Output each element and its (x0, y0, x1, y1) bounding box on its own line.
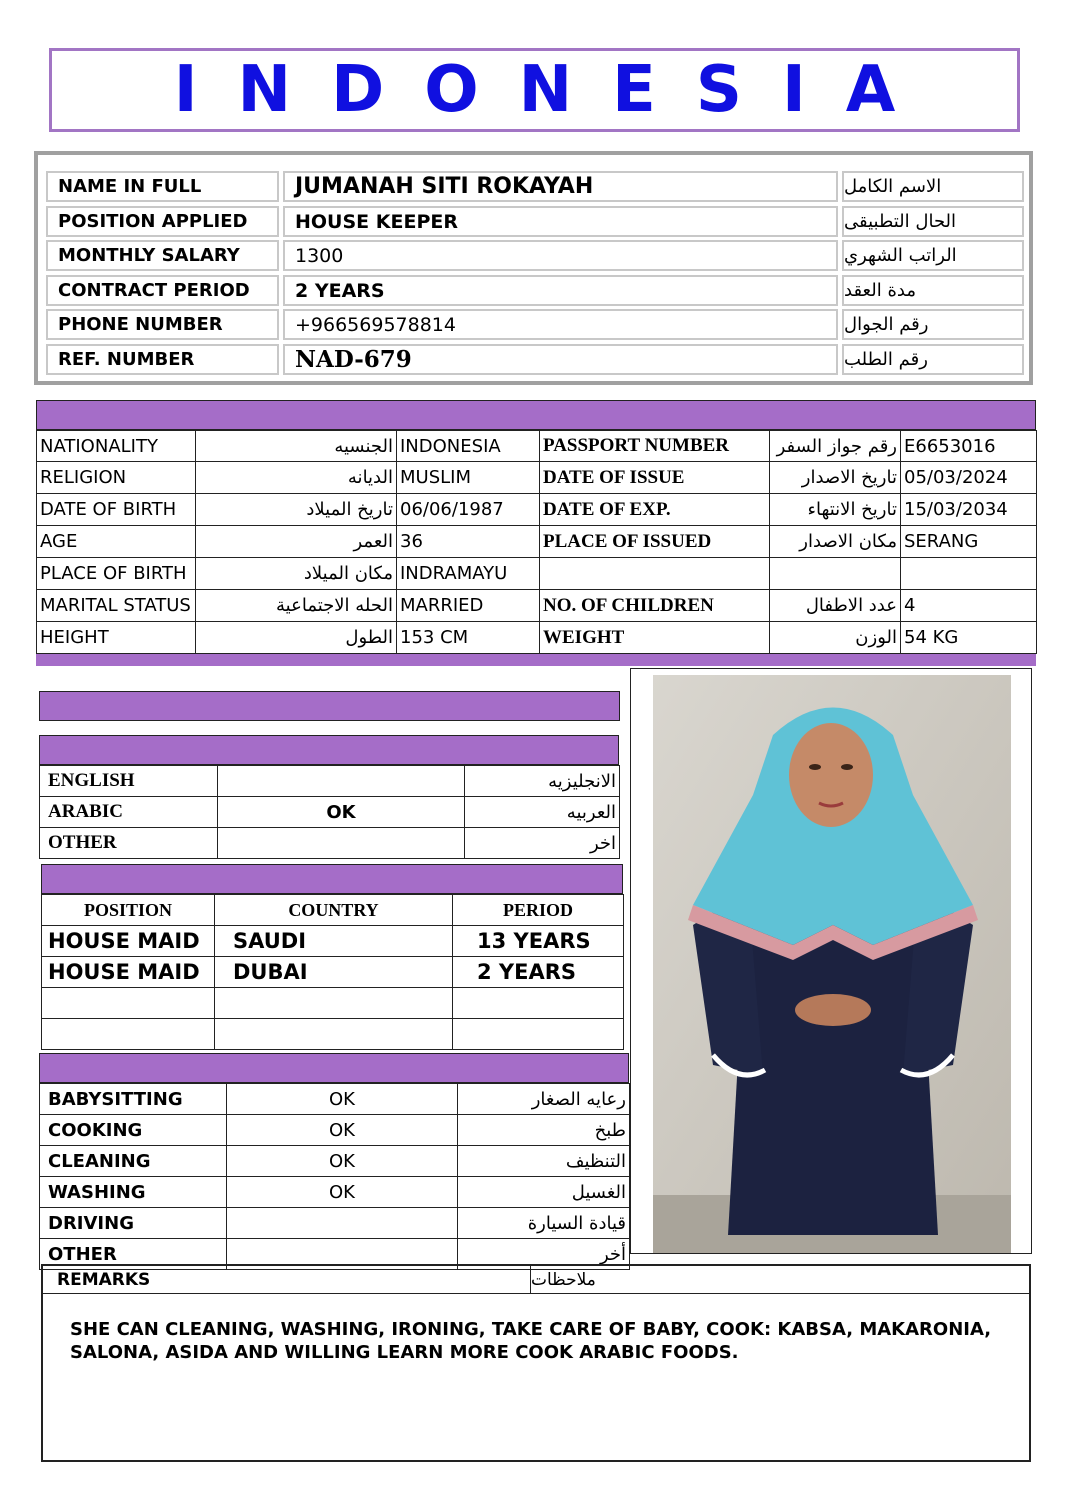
skill-row (40, 1146, 630, 1177)
exp-position (42, 988, 215, 1019)
details-right-label: NO. OF CHILDREN (540, 590, 770, 622)
details-right-label: DATE OF EXP. (540, 494, 770, 526)
details-row (37, 431, 1037, 462)
skill-value: OK (227, 1146, 458, 1177)
languages-band (39, 735, 619, 765)
skill-arabic: قيادة السيارة (458, 1208, 630, 1239)
details-arabic: الجنسيه (196, 431, 397, 462)
exp-country: SAUDI (215, 926, 453, 957)
details-label: MARITAL STATUS (37, 590, 196, 622)
details-label: HEIGHT (37, 622, 196, 654)
skill-arabic: رعايه الصغار (458, 1084, 630, 1115)
applicant-photo-icon (653, 675, 1011, 1253)
exp-position: HOUSE MAID (42, 926, 215, 957)
remarks-label: REMARKS (43, 1266, 531, 1294)
skill-label: OTHER (40, 1239, 227, 1270)
exp-period (453, 1019, 624, 1050)
exp-header-country: COUNTRY (215, 895, 453, 926)
skill-arabic: التنظيف (458, 1146, 630, 1177)
details-value: 36 (397, 526, 540, 558)
exp-country (215, 1019, 453, 1050)
info-row-position (46, 206, 1024, 237)
details-label: RELIGION (37, 462, 196, 494)
details-right-label (540, 558, 770, 590)
skill-arabic: طبخ (458, 1115, 630, 1146)
skill-value: OK (227, 1084, 458, 1115)
skill-row (40, 1177, 630, 1208)
skill-row (40, 1208, 630, 1239)
details-band (36, 400, 1036, 430)
details-right-arabic: رقم جواز السفر (770, 431, 901, 462)
info-value: 2 YEARS (283, 275, 838, 306)
remarks-box (41, 1264, 1031, 1462)
experience-row (42, 957, 624, 988)
exp-header-position: POSITION (42, 895, 215, 926)
details-right-arabic: تاريخ الانتهاء (770, 494, 901, 526)
language-value (218, 828, 465, 859)
details-right-value: 54 KG (901, 622, 1037, 654)
details-label: AGE (37, 526, 196, 558)
info-value: HOUSE KEEPER (283, 206, 838, 237)
exp-position (42, 1019, 215, 1050)
exp-country (215, 988, 453, 1019)
details-right-label: DATE OF ISSUE (540, 462, 770, 494)
info-value: 1300 (283, 240, 838, 271)
experience-band (41, 864, 623, 894)
info-value: +966569578814 (283, 309, 838, 340)
details-row (37, 590, 1037, 622)
details-right-label: PASSPORT NUMBER (540, 431, 770, 462)
skill-row (40, 1084, 630, 1115)
language-value: OK (218, 797, 465, 828)
language-arabic: اخر (465, 828, 620, 859)
language-label: ENGLISH (40, 766, 218, 797)
details-value: INDRAMAYU (397, 558, 540, 590)
info-label: POSITION APPLIED (46, 206, 279, 237)
details-label: NATIONALITY (37, 431, 196, 462)
details-row (37, 558, 1037, 590)
details-right-value: 15/03/2034 (901, 494, 1037, 526)
info-arabic: الراتب الشهري (842, 240, 1024, 271)
skill-label: DRIVING (40, 1208, 227, 1239)
skill-row (40, 1115, 630, 1146)
language-label: ARABIC (40, 797, 218, 828)
details-arabic: مكان الميلاد (196, 558, 397, 590)
details-right-arabic (770, 558, 901, 590)
details-arabic: تاريخ الميلاد (196, 494, 397, 526)
experience-row (42, 926, 624, 957)
exp-period (453, 988, 624, 1019)
details-right-arabic: تاريخ الاصدار (770, 462, 901, 494)
info-arabic: الاسم الكامل (842, 171, 1024, 202)
language-arabic: العربيه (465, 797, 620, 828)
language-row (40, 828, 620, 859)
info-row-ref (46, 344, 1024, 375)
info-label: NAME IN FULL (46, 171, 279, 202)
personal-info-box (34, 151, 1033, 385)
info-label: CONTRACT PERIOD (46, 275, 279, 306)
details-row (37, 462, 1037, 494)
language-row (40, 797, 620, 828)
skill-label: BABYSITTING (40, 1084, 227, 1115)
details-right-arabic: الوزن (770, 622, 901, 654)
details-row (37, 494, 1037, 526)
details-row (37, 526, 1037, 558)
details-right-label: WEIGHT (540, 622, 770, 654)
details-right-value (901, 558, 1037, 590)
details-value: 06/06/1987 (397, 494, 540, 526)
details-bottom-band (36, 654, 1036, 666)
skill-value: OK (227, 1177, 458, 1208)
info-row-name (46, 171, 1024, 202)
language-label: OTHER (40, 828, 218, 859)
skill-arabic: أخر (458, 1239, 630, 1270)
skill-arabic: الغسيل (458, 1177, 630, 1208)
language-value (218, 766, 465, 797)
exp-country: DUBAI (215, 957, 453, 988)
languages-table (39, 765, 620, 859)
remarks-text: SHE CAN CLEANING, WASHING, IRONING, TAKE CARE OF BABY, COOK: KABSA, MAKARONIA, SALONA, ASIDA AND WILLING LEARN MORE COOK ARABIC FOODS. (70, 1319, 992, 1363)
experience-row (42, 988, 624, 1019)
skill-label: WASHING (40, 1177, 227, 1208)
info-label: MONTHLY SALARY (46, 240, 279, 271)
details-label: PLACE OF BIRTH (37, 558, 196, 590)
details-right-label: PLACE OF ISSUED (540, 526, 770, 558)
language-row (40, 766, 620, 797)
details-right-arabic: عدد الاطفال (770, 590, 901, 622)
details-right-arabic: مكان الاصدار (770, 526, 901, 558)
info-row-contract (46, 275, 1024, 306)
info-row-phone (46, 309, 1024, 340)
skills-band (39, 1053, 629, 1083)
exp-period: 13 YEARS (453, 926, 624, 957)
info-value: JUMANAH SITI ROKAYAH (283, 171, 838, 202)
details-right-value: SERANG (901, 526, 1037, 558)
details-row (37, 622, 1037, 654)
details-arabic: الديانه (196, 462, 397, 494)
info-arabic: الحال التطبيقى (842, 206, 1024, 237)
details-arabic: الطول (196, 622, 397, 654)
info-label: REF. NUMBER (46, 344, 279, 375)
skill-value: OK (227, 1115, 458, 1146)
skill-label: CLEANING (40, 1146, 227, 1177)
details-right-value: E6653016 (901, 431, 1037, 462)
details-label: DATE OF BIRTH (37, 494, 196, 526)
info-arabic: رقم الطلب (842, 344, 1024, 375)
skills-table (39, 1083, 630, 1270)
country-title: INDONESIA (173, 53, 936, 127)
title-box (49, 48, 1020, 132)
info-label: PHONE NUMBER (46, 309, 279, 340)
exp-period: 2 YEARS (453, 957, 624, 988)
details-value: MUSLIM (397, 462, 540, 494)
details-value: 153 CM (397, 622, 540, 654)
details-right-value: 05/03/2024 (901, 462, 1037, 494)
exp-position: HOUSE MAID (42, 957, 215, 988)
info-value: NAD-679 (283, 344, 838, 375)
skill-label: COOKING (40, 1115, 227, 1146)
experience-row (42, 1019, 624, 1050)
info-arabic: رقم الجوال (842, 309, 1024, 340)
exp-header-period: PERIOD (453, 895, 624, 926)
details-value: INDONESIA (397, 431, 540, 462)
info-row-salary (46, 240, 1024, 271)
photo-frame (630, 668, 1032, 1254)
language-arabic: الانجليزيه (465, 766, 620, 797)
details-arabic: العمر (196, 526, 397, 558)
info-arabic: مدة العقد (842, 275, 1024, 306)
skill-value (227, 1208, 458, 1239)
section-band (39, 691, 620, 721)
experience-table (41, 894, 624, 1050)
details-value: MARRIED (397, 590, 540, 622)
details-table (36, 430, 1037, 654)
details-right-value: 4 (901, 590, 1037, 622)
remarks-arabic: ملاحظات (531, 1266, 1029, 1294)
details-arabic: الحله الاجتماعية (196, 590, 397, 622)
